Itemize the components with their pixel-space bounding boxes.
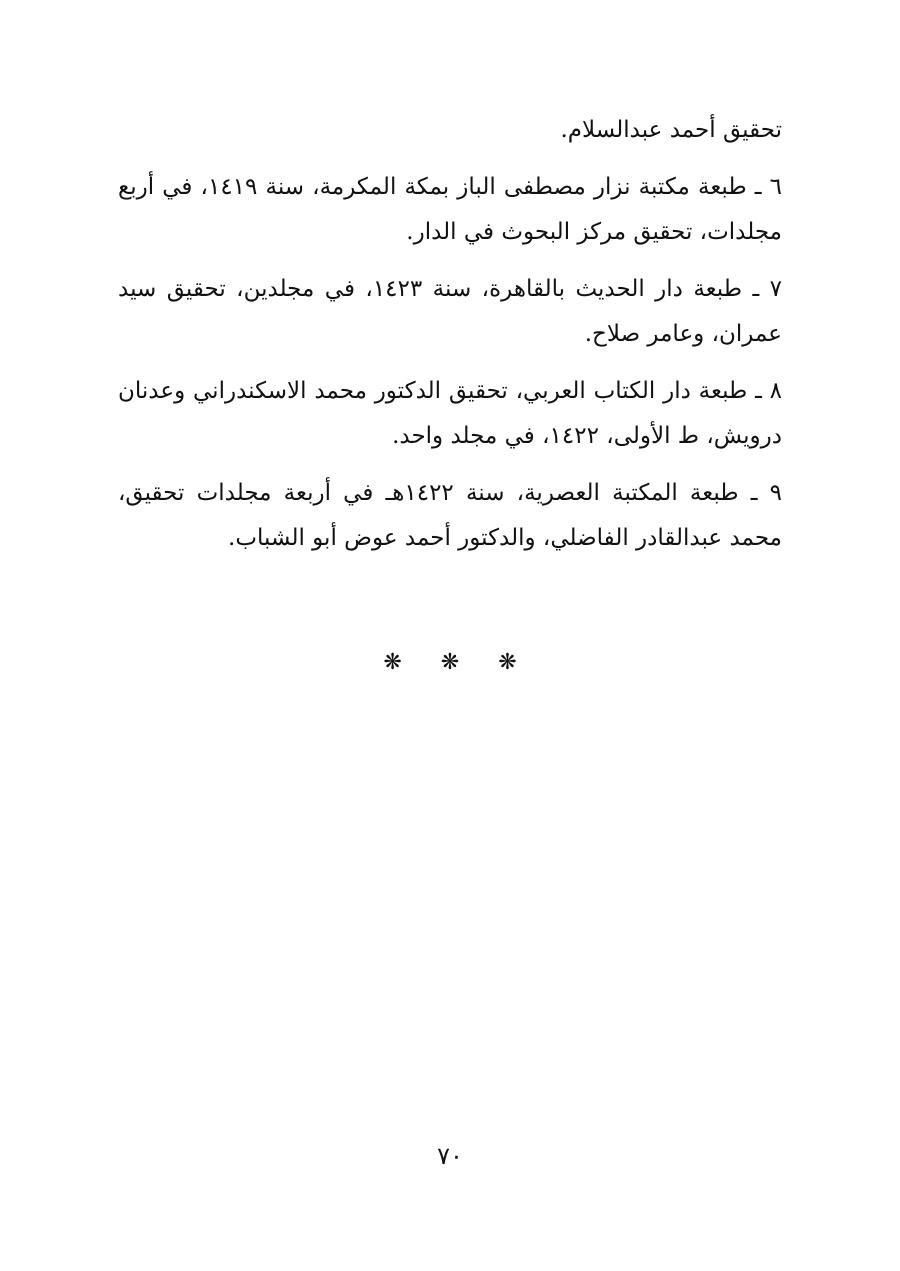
page-body <box>118 108 782 573</box>
page-number: ٧٠ <box>437 1142 463 1170</box>
section-separator <box>0 650 900 675</box>
asterism-icon: ❋ <box>440 650 460 675</box>
paragraph-item-8: ٨ ـ طبعة دار الكتاب العربي، تحقيق الدكتور محمد الاسكندراني وعدنان درويش، ط الأولى، ١٤٢٢، في مجلد واحد. <box>118 378 782 449</box>
paragraph-item-7: ٧ ـ طبعة دار الحديث بالقاهرة، سنة ١٤٢٣، في مجلدين، تحقيق سيد عمران، وعامر صلاح. <box>118 276 782 347</box>
paragraph-continuation: تحقيق أحمد عبدالسلام. <box>560 117 782 143</box>
paragraph-item-9: ٩ ـ طبعة المكتبة العصرية، سنة ١٤٢٢هـ في أربعة مجلدات تحقيق، محمد عبدالقادر الفاضلي، والدكتور أحمد عوض أبو الشباب. <box>118 480 782 551</box>
asterism-icon: ❋ <box>383 650 402 675</box>
asterism-icon: ❋ <box>498 650 517 675</box>
paragraph-item-6: ٦ ـ طبعة مكتبة نزار مصطفى الباز بمكة المكرمة، سنة ١٤١٩، في أربع مجلدات، تحقيق مركز البحوث في الدار. <box>118 174 782 245</box>
